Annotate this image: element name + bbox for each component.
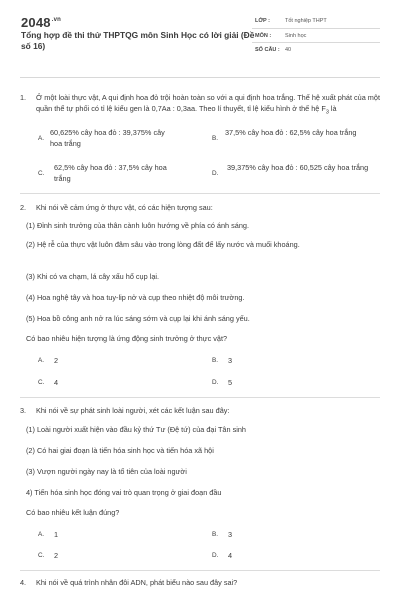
option-letter: A. [38,135,45,142]
option-text: 2 [54,551,59,560]
option-text: 5 [228,378,233,387]
option-letter: B. [212,357,219,364]
question-number: 2. [20,203,27,212]
option-text: 2 [54,356,59,365]
option-letter: C. [38,170,45,177]
document-header [0,0,400,74]
question-text-tail: là [328,103,337,113]
statement: (1) Loài người xuất hiện vào đầu kỷ thứ Tư (Đệ tứ) của đại Tân sinh [26,425,246,434]
statement: (2) Hệ rễ của thực vật luôn đâm sâu vào trong lòng đất để lấy nước và muối khoáng. [26,240,300,249]
question-prompt: Có bao nhiêu hiện tượng là ứng động sinh trưởng ở thực vật? [26,334,228,343]
logo[interactable] [21,15,61,30]
logo-text: 2048 [21,15,51,30]
question-text: Khi nói về quá trình nhân đôi ADN, phát biểu nào sau đây sai? [36,578,238,587]
question-divider [20,397,380,398]
statement: (2) Có hai giai đoạn là tiến hóa sinh học và tiến hóa xã hội [26,446,214,455]
statement: (3) Khi có va chạm, lá cây xấu hổ cụp lại. [26,272,160,281]
meta-value: Tốt nghiệp THPT [285,18,327,24]
statement: 4) Tiến hóa sinh học đóng vai trò quan trọng ở giai đoạn đầu [26,488,222,497]
question-divider [20,193,380,194]
option-text: 4 [228,551,233,560]
meta-row-count [252,43,380,57]
option-text: 4 [54,378,59,387]
question-text: Khi nói về cảm ứng ở thực vật, có các hiện tượng sau: [36,203,213,212]
option-letter: A. [38,357,45,364]
logo-suffix: .vn [51,17,62,23]
statement: (3) Vượn người ngày nay là tổ tiên của loài người [26,467,187,476]
option-text: 37,5% cây hoa đỏ : 62,5% cây hoa trắng [225,128,357,137]
meta-key: MÔN : [255,32,272,39]
option-letter: D. [212,552,219,559]
question-text [36,93,386,117]
question-text-main: Ở một loài thực vật, A qui định hoa đỏ trội hoàn toàn so với a qui định hoa trắng. Thế hệ xuất phát của một quần thể tự phối có tỉ lệ kiểu gen là 0,7Aa : 0,3aa. Theo lí thuyết, tỉ lệ kiểu hình ở thế hệ F [36,93,380,113]
meta-key: LỚP : [255,18,270,24]
question-number: 1. [20,93,27,102]
statement: (5) Hoa bồ công anh nở ra lúc sáng sớm và cụp lại khi ánh sáng yếu. [26,314,250,323]
meta-table [252,14,380,57]
statement: (4) Hoa nghệ tây và hoa tuy-lip nở và cụp theo nhiệt độ môi trường. [26,293,245,302]
option-text: 3 [228,356,233,365]
question-text: Khi nói về sự phát sinh loài người, xét các kết luận sau đây: [36,406,230,415]
option-letter: A. [38,531,45,538]
question-text-subscript: 3 [325,108,329,115]
option-text: 3 [228,530,233,539]
meta-row-grade [252,14,380,29]
option-text: 60,625% cây hoa đỏ : 39,375% cây hoa trắng [50,128,165,148]
meta-key: SỐ CÂU : [255,47,280,53]
meta-row-subject [252,29,380,44]
question-number: 3. [20,406,27,415]
question-divider [20,570,380,571]
question-number: 4. [20,578,27,587]
option-letter: C. [38,552,45,559]
question-prompt: Có bao nhiêu kết luận đúng? [26,508,120,517]
option-text: 1 [54,530,59,539]
option-letter: D. [212,379,219,386]
header-divider [20,77,380,78]
option-text: 39,375% cây hoa đỏ : 60,525 cây hoa trắng [227,163,369,172]
option-letter: B. [212,135,219,142]
option-letter: B. [212,531,219,538]
document-title: Tổng hợp đề thi thử THPTQG môn Sinh Học có lời giải (Đề số 16) [21,30,255,51]
option-text: 62,5% cây hoa đỏ : 37,5% cây hoa trắng [54,163,167,183]
option-letter: C. [38,379,45,386]
statement: (1) Đỉnh sinh trưởng của thân cành luôn hướng về phía có ánh sáng. [26,221,249,230]
meta-value: Sinh học [285,32,307,39]
meta-value: 40 [285,47,292,53]
option-letter: D. [212,170,219,177]
